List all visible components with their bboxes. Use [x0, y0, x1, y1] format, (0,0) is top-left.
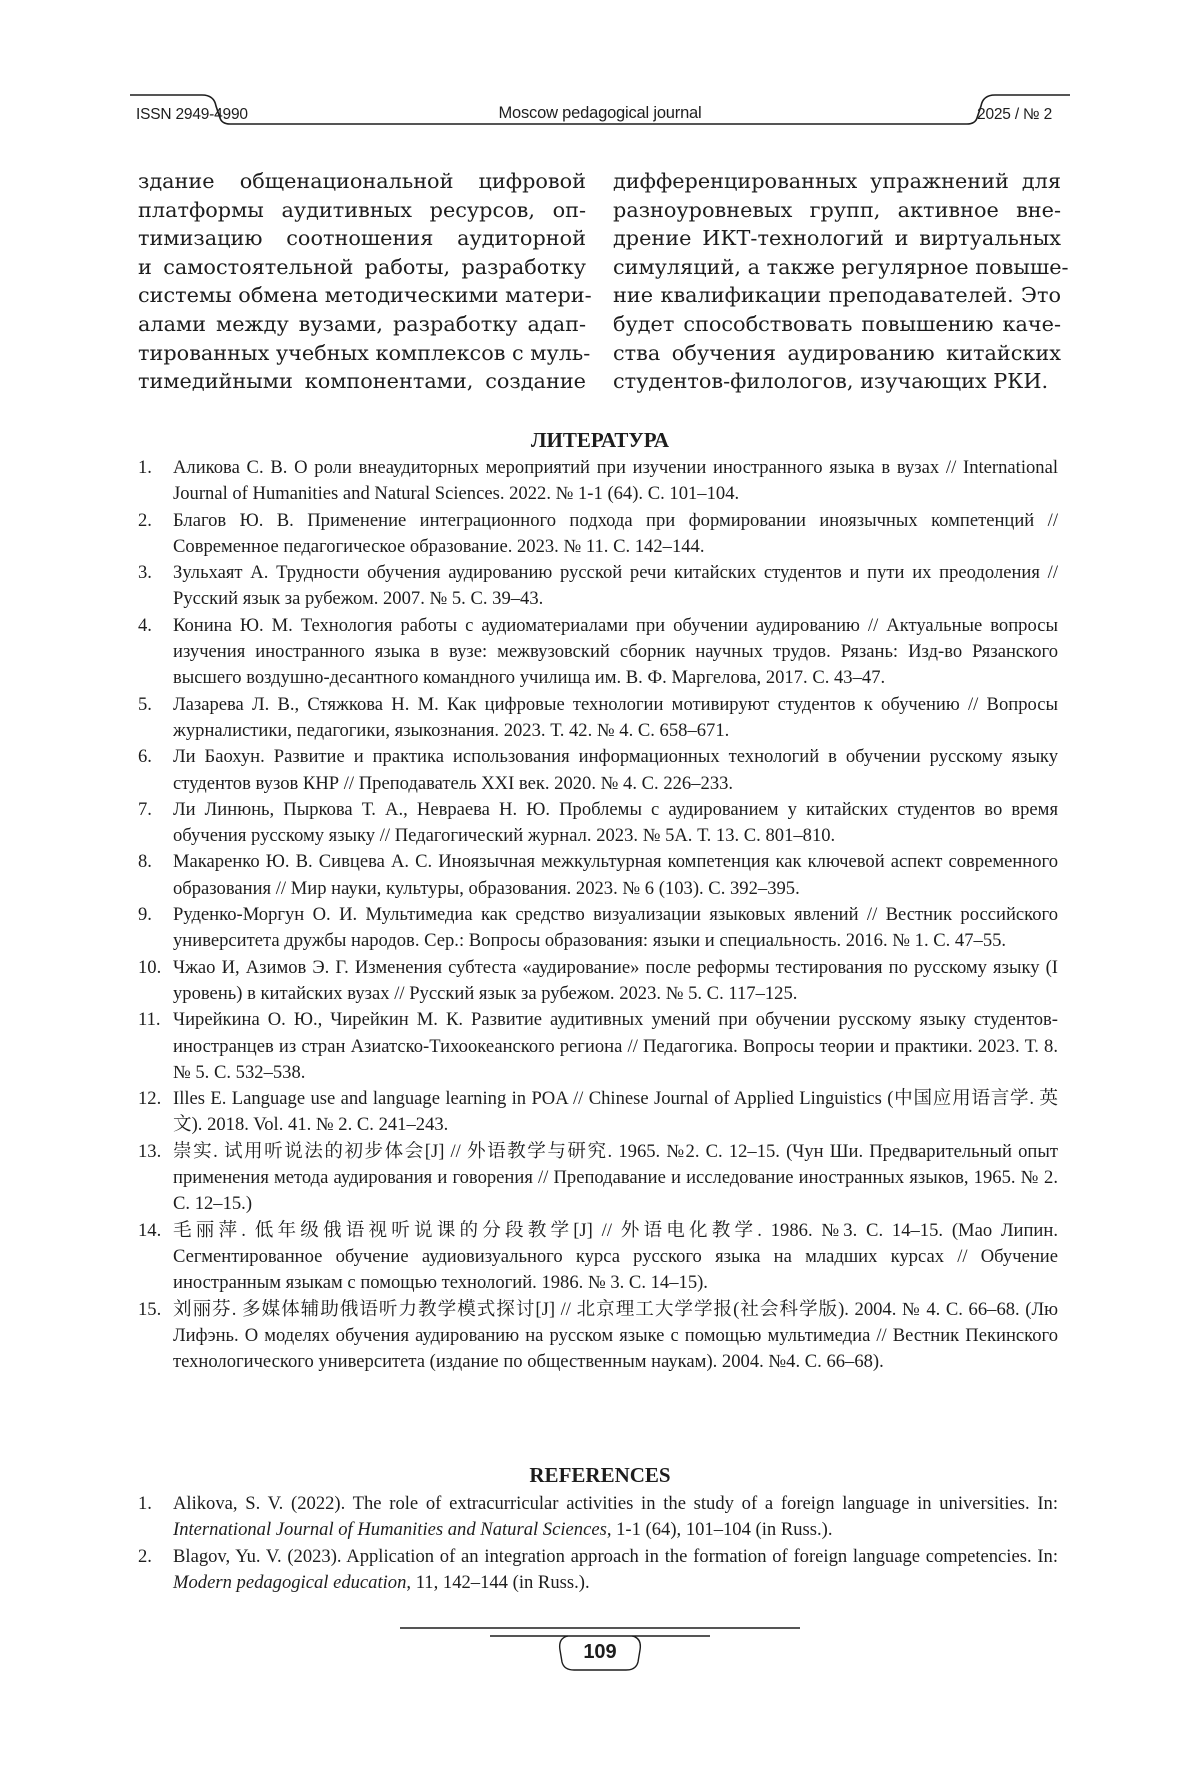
body-line: платформы аудитивных ресурсов, оп- [138, 197, 586, 222]
item-number: 15. [138, 1298, 162, 1320]
body-line: тимизацию соотношения аудиторной [138, 226, 586, 251]
literature-heading: ЛИТЕРАТУРА [530, 428, 670, 452]
item-number: 5. [138, 693, 152, 715]
body-column-right [613, 167, 1069, 396]
item-number: 13. [138, 1140, 162, 1162]
literature-item [138, 744, 1058, 797]
item-number: 7. [138, 798, 152, 820]
reference-item [138, 1491, 1058, 1544]
literature-item [138, 613, 1058, 692]
literature-item [138, 797, 1058, 850]
body-line: тимедийными компонентами, создание [138, 369, 586, 394]
literature-item [138, 849, 1058, 902]
item-number: 4. [138, 614, 152, 636]
item-text: 毛丽萍. 低年级俄语视听说课的分段教学[J] // 外语电化教学. 1986. №3. С. 14–15. (Мао Липин. Сегментированное обучение аудиовизуального курса русского языка на младших курсах // Обучение иностранным языкам с помощью технологий. 1986. № 3. С. 14–15). [173, 1219, 1058, 1294]
item-number: 1. [138, 457, 152, 478]
ref-text-before: Blagov, Yu. V. (2023). Application of an integration approach in the formation of foreign language competencies. In: [173, 1545, 1058, 1567]
item-number: 1. [138, 1493, 152, 1514]
literature-item [138, 508, 1058, 561]
references-heading: REFERENCES [529, 1463, 671, 1487]
literature-item [138, 692, 1058, 745]
ref-text-after: , 1-1 (64), 101–104 (in Russ.). [606, 1519, 833, 1541]
literature-item [138, 1007, 1058, 1086]
item-text: Аликова С. В. О роли внеаудиторных мероприятий при изучении иностранного языка в вузах // International Journal of Humanities and Natural Sciences. 2022. № 1-1 (64). С. 101–104. [173, 457, 1058, 505]
item-text: 刘丽芬. 多媒体辅助俄语听力教学模式探讨[J] // 北京理工大学学报(社会科学版). 2004. № 4. С. 66–68. (Лю Лифэнь. О моделях обучения аудированию на русском языке с помощью мультимедиа // Вестник Пекинского технологического университета (издание по общественным наукам). 2004. №4. С. 66–68). [173, 1298, 1058, 1373]
item-text: Illes E. Language use and language learning in POA // Chinese Journal of Applied Linguistics (中国应用语言学. 英文). 2018. Vol. 41. № 2. С. 241–243. [173, 1088, 1058, 1136]
item-text: Благов Ю. В. Применение интеграционного подхода при формировании иноязычных компетенций // Современное педагогическое образование. 2023. № 11. С. 142–144. [173, 509, 1058, 557]
item-text: Руденко-Моргун О. И. Мультимедиа как средство визуализации языковых явлений // Вестник российского университета дружбы народов. Сер.: Вопросы образования: языки и специальность. 2016. № 1. С. 47–55. [173, 904, 1058, 952]
literature-item [138, 560, 1058, 613]
body-line: разноуровневых групп, активное вне- [613, 197, 1061, 222]
body-line: и самостоятельной работы, разработку [138, 254, 586, 279]
item-number: 11. [138, 1009, 161, 1031]
item-text: Ли Баохун. Развитие и практика использования информационных технологий в обучении русскому языку студентов вузов КНР // Преподаватель XXI век. 2020. № 4. С. 226–233. [173, 746, 1058, 794]
body-line: ние квалификации преподавателей. Это [613, 283, 1061, 308]
item-number: 9. [138, 904, 152, 926]
body-line: тированных учебных комплексов с муль- [138, 340, 591, 365]
references-list [138, 1491, 1058, 1596]
body-line: симуляций, а также регулярное повыше- [613, 254, 1069, 279]
body-line: будет способствовать повышению каче- [613, 311, 1061, 336]
item-number: 12. [138, 1088, 162, 1110]
body-line: дифференцированных упражнений для [613, 169, 1061, 193]
reference-item [138, 1544, 1058, 1597]
item-number: 8. [138, 851, 152, 873]
header-issn: ISSN 2949-4990 [136, 106, 248, 123]
item-text: Чжао И, Азимов Э. Г. Изменения субтеста «аудирование» после реформы тестирования по русскому языку (I уровень) в китайских вузах // Русский язык за рубежом. 2023. № 5. С. 117–125. [173, 956, 1058, 1004]
item-text: Зульхаят А. Трудности обучения аудированию русской речи китайских студентов и пути их преодоления // Русский язык за рубежом. 2007. № 5. С. 39–43. [173, 562, 1058, 610]
item-number: 6. [138, 746, 152, 768]
ref-text-before: Alikova, S. V. (2022). The role of extracurricular activities in the study of a foreign language in universities. In: [173, 1493, 1058, 1514]
item-number: 14. [138, 1219, 162, 1241]
item-text [173, 1491, 1058, 1544]
item-text: Лазарева Л. В., Стяжкова Н. М. Как цифровые технологии мотивируют студентов к обучению // Вопросы журналистики, педагогики, языкознания. 2023. Т. 42. № 4. С. 658–671. [173, 693, 1058, 741]
header-issue: 2025 / № 2 [977, 106, 1052, 123]
body-line: здание общенациональной цифровой [138, 169, 586, 193]
literature-item [138, 455, 1058, 508]
item-text: 崇实. 试用听说法的初步体会[J] // 外语教学与研究. 1965. №2. С. 12–15. (Чун Ши. Предварительный опыт применения метода аудирования и говорения // Преподавание и исследование иностранных языков, 1965. № 2. С. 12–15.) [173, 1140, 1058, 1215]
literature-item [138, 1139, 1058, 1218]
body-column-left [138, 167, 592, 396]
item-text [173, 1544, 1058, 1597]
item-number: 10. [138, 956, 162, 978]
ref-source-title: International Journal of Humanities and Natural Sciences [173, 1519, 607, 1541]
item-text: Макаренко Ю. В. Сивцева А. С. Иноязычная межкультурная компетенция как ключевой аспект современного образования // Мир науки, культуры, образования. 2023. № 6 (103). С. 392–395. [173, 851, 1058, 899]
body-line: дрение ИКТ-технологий и виртуальных [613, 226, 1061, 251]
literature-list [138, 455, 1058, 1375]
literature-item [138, 1086, 1058, 1139]
item-text: Чирейкина О. Ю., Чирейкин М. К. Развитие аудитивных умений при обучении русскому языку студентов-иностранцев из стран Азиатско-Тихоокеанского региона // Педагогика. Вопросы теории и практики. 2023. Т. 8. № 5. С. 532–538. [173, 1009, 1058, 1083]
item-number: 2. [138, 509, 152, 531]
literature-item [138, 902, 1058, 955]
literature-item [138, 1218, 1058, 1297]
header-journal-title: Moscow pedagogical journal [498, 104, 702, 122]
item-number: 2. [138, 1545, 152, 1567]
body-line: ства обучения аудированию китайских [613, 340, 1061, 365]
literature-item [138, 955, 1058, 1008]
body-line: системы обмена методическими матери- [138, 283, 592, 308]
body-line: студентов-филологов, изучающих РКИ. [613, 369, 1049, 394]
item-number: 3. [138, 562, 152, 584]
ref-text-after: , 11, 142–144 (in Russ.). [406, 1571, 590, 1593]
ref-source-title: Modern pedagogical education [173, 1571, 407, 1593]
page-number: 109 [583, 1641, 617, 1663]
item-text: Конина Ю. М. Технология работы с аудиоматериалами при обучении аудированию // Актуальные вопросы изучения иностранного языка в вузе: межвузовский сборник научных трудов. Рязань: Изд-во Рязанского высшего воздушно-десантного командного училища им. В. Ф. Маргелова, 2017. С. 43–47. [173, 614, 1058, 689]
item-text: Ли Линюнь, Пыркова Т. А., Невраева Н. Ю. Проблемы с аудированием у китайских студентов во время обучения русскому языку // Педагогический журнал. 2023. № 5А. Т. 13. С. 801–810. [173, 798, 1058, 847]
body-line: алами между вузами, разработку адап- [138, 311, 586, 336]
literature-item [138, 1297, 1058, 1376]
